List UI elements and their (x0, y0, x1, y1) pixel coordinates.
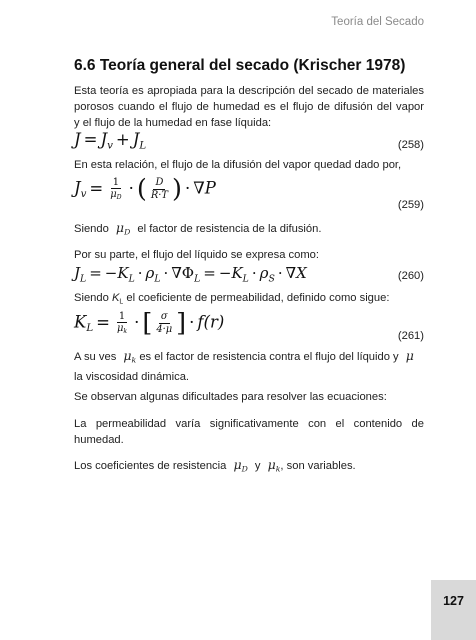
section-title: 6.6 Teoría general del secado (Krischer 1978) (74, 57, 406, 74)
symbol-mu-d: $\mu_D$ (229, 457, 248, 474)
text-run: es el factor de resistencia contra el flujo del líquido y (139, 351, 399, 363)
text-run: Siendo $K_L$ (74, 292, 124, 306)
text-line: y el flujo de la humedad en fase líquida: (74, 117, 272, 129)
paragraph-intro (74, 83, 424, 131)
equation-number-260: (260) (397, 270, 424, 282)
paragraph-a-su-ves (74, 348, 424, 385)
symbol-mu-d: $\mu_D$ (111, 220, 131, 237)
paragraph-coefficients (74, 457, 424, 478)
text-line: porosos cuando el flujo de humedad es el flujo de difusión del vapor (74, 101, 424, 113)
equation-number-259: (259) (397, 199, 424, 211)
equation-260: $J_L = -K_L \cdot \rho_L \cdot \nabla\Phi_L = -K_L \cdot \rho_S \cdot \nabla X$ (74, 264, 307, 285)
text-run: , son variables. (280, 460, 356, 472)
text-run: el coeficiente de permeabilidad, definido como sigue: (126, 292, 390, 304)
text-line (74, 348, 424, 369)
text-line: La permeabilidad varía significativamente con el contenido de (74, 418, 424, 430)
text-line: la viscosidad dinámica. (74, 370, 190, 383)
paragraph-liquid-flow: Por su parte, el flujo del líquido se expresa como: (74, 249, 320, 261)
text-run: Siendo (74, 223, 109, 235)
paragraph-observe: Se observan algunas dificultades para resolver las ecuaciones: (74, 391, 387, 403)
text-line: humedad. (74, 434, 124, 446)
equation-number-258: (258) (397, 139, 424, 151)
symbol-mu-k: $\mu_k$ (119, 348, 137, 365)
paragraph-siendo-mu-d (74, 220, 424, 241)
equation-number-261: (261) (397, 330, 424, 342)
equation-261: $K_L$ = $\frac{1}{\mu_k}$ · [ $\frac{\sigma}{4\cdot\mu}$ ] · f(r) (74, 308, 225, 338)
text-run: A su ves (74, 351, 117, 363)
text-run: y (254, 460, 261, 472)
text-run: Los coeficientes de resistencia (74, 460, 227, 472)
symbol-mu-k: $\mu_k$ (263, 457, 281, 474)
page-number: 127 (443, 594, 464, 608)
symbol-mu: μ (401, 348, 414, 363)
page-number-tab (431, 580, 476, 640)
running-header: Teoría del Secado (331, 16, 424, 28)
equation-258: $J = J_v + J_L$ (74, 130, 147, 152)
paragraph-permeability (74, 416, 424, 448)
text-line: Esta teoría es apropiada para la descripción del secado de materiales (74, 85, 424, 97)
equation-259: $J_v$ = $\frac{1}{\mu_D}$ · ( $\frac{D}{R\cdot T}$ ) · ∇P (74, 174, 216, 204)
paragraph-vapor-relation: En esta relación, el flujo de la difusión del vapor quedad dado por, (74, 159, 402, 171)
text-run: el factor de resistencia de la difusión. (137, 223, 322, 235)
